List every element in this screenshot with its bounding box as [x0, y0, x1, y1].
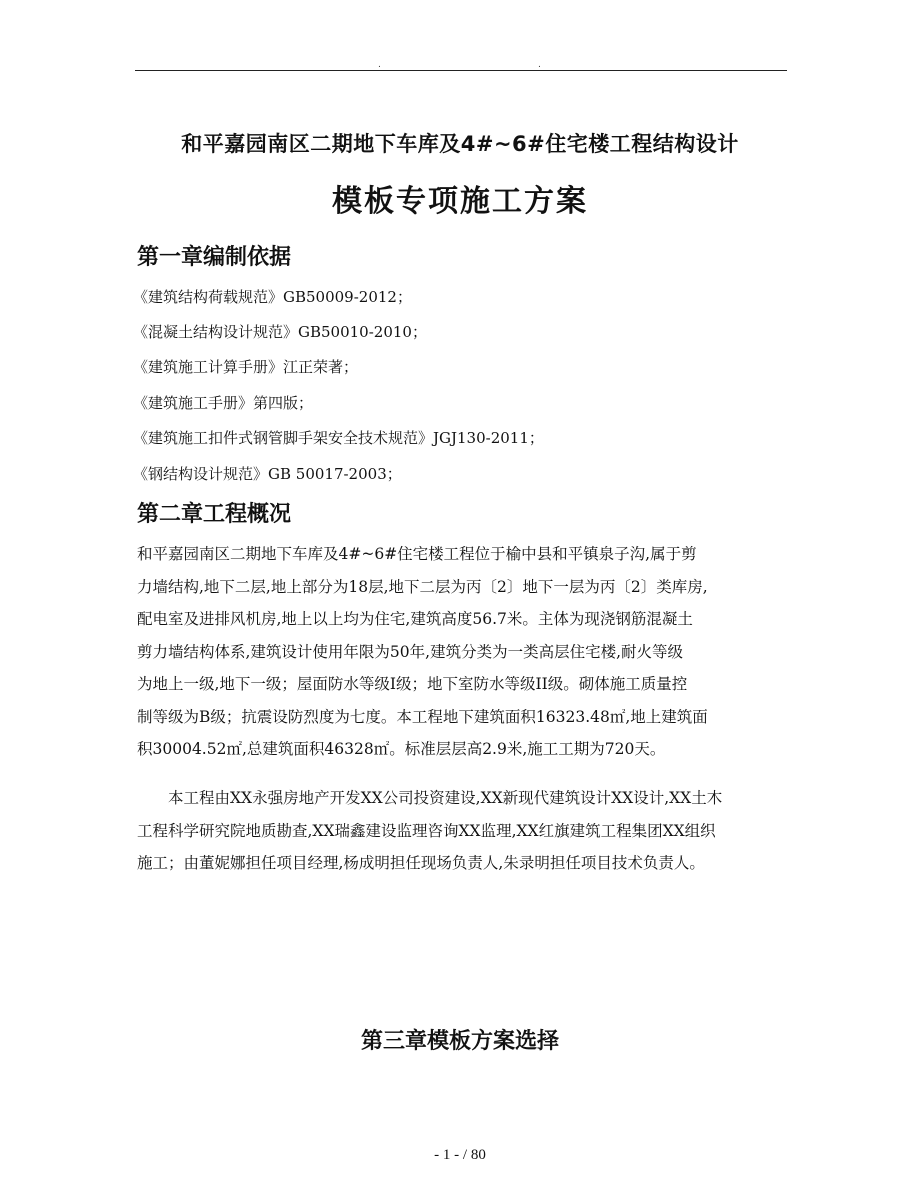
paragraph-line: 和平嘉园南区二期地下车库及4#~6#住宅楼工程位于榆中县和平镇泉子沟,属于剪	[137, 545, 697, 563]
header-dot: .	[378, 60, 381, 70]
chapter-3-heading: 第三章模板方案选择	[360, 1029, 559, 1054]
header-rule	[135, 70, 787, 71]
header-dot: .	[538, 60, 541, 70]
paragraph-line: 本工程由XX永强房地产开发XX公司投资建设,XX新现代建筑设计XX设计,XX土木	[137, 789, 723, 807]
reference-item: 《混凝土结构设计规范》GB50010-2010；	[133, 323, 427, 341]
paragraph-line: 积30004.52㎡,总建筑面积46328㎡。标准层层高2.9米,施工工期为720天。	[137, 740, 666, 758]
paragraph-line: 施工；由董妮娜担任项目经理,杨成明担任现场负责人,朱录明担任项目技术负责人。	[137, 854, 705, 872]
page-number: - 1 - / 80	[434, 1147, 486, 1163]
reference-item: 《建筑结构荷载规范》GB50009-2012；	[133, 288, 412, 306]
paragraph-line: 制等级为B级；抗震设防烈度为七度。本工程地下建筑面积16323.48㎡,地上建筑面	[137, 707, 708, 726]
reference-item: 《建筑施工扣件式钢管脚手架安全技术规范》JGJ130-2011；	[133, 429, 544, 447]
paragraph-line: 工程科学研究院地质勘查,XX瑞鑫建设监理咨询XX监理,XX红旗建筑工程集团XX组织	[137, 821, 716, 840]
project-parties-paragraph	[137, 782, 789, 880]
reference-item: 《建筑施工手册》第四版；	[133, 394, 314, 412]
paragraph-line: 力墙结构,地下二层,地上部分为18层,地下二层为丙〔2〕地下一层为丙〔2〕类库房,	[137, 577, 708, 596]
project-overview-paragraph	[137, 538, 789, 766]
document-subtitle: 和平嘉园南区二期地下车库及4#~6#住宅楼工程结构设计	[181, 132, 739, 156]
reference-item: 《建筑施工计算手册》江正荣著；	[133, 358, 359, 376]
document-title: 模板专项施工方案	[332, 184, 588, 219]
paragraph-line: 剪力墙结构体系,建筑设计使用年限为50年,建筑分类为一类高层住宅楼,耐火等级	[137, 642, 684, 661]
paragraph-line: 为地上一级,地下一级；屋面防水等级I级；地下室防水等级II级。砌体施工质量控	[137, 675, 688, 693]
reference-item: 《钢结构设计规范》GB 50017-2003；	[133, 465, 402, 483]
chapter-1-heading: 第一章编制依据	[137, 245, 292, 270]
paragraph-line: 配电室及进排风机房,地上以上均为住宅,建筑高度56.7米。主体为现浇钢筋混凝土	[137, 610, 693, 628]
chapter-2-heading: 第二章工程概况	[137, 502, 292, 527]
